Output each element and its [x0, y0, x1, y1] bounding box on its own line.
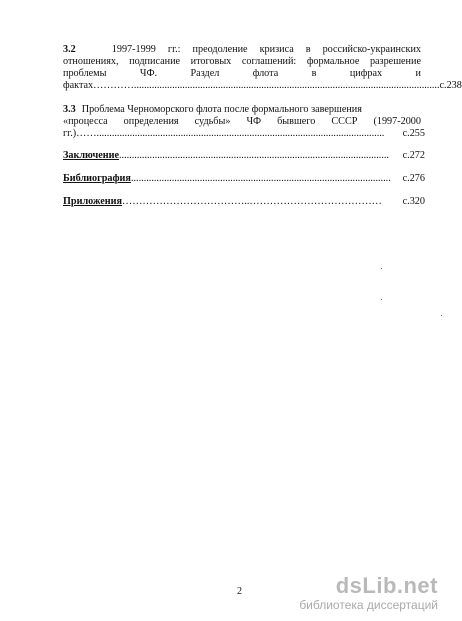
word: подписание — [129, 56, 181, 67]
toc-bibliography-label: Библиография — [63, 173, 131, 184]
toc-conclusion-page: с.272 — [402, 150, 425, 161]
toc-3-2-line-3 — [63, 68, 421, 80]
word: определения — [123, 116, 179, 127]
word: в — [305, 44, 311, 55]
toc-3-2-line-4 — [63, 80, 462, 92]
toc-3-2-line-1 — [63, 44, 421, 56]
toc-appendix-page: с.320 — [402, 196, 425, 207]
toc-appendix-leader-dots: ………………………………..………………………………… — [122, 196, 382, 207]
toc-3-3-line-2 — [63, 116, 421, 128]
word: ЧФ. — [139, 68, 158, 79]
toc-bibliography-page: с.276 — [402, 173, 425, 184]
toc-3-2-line-2 — [63, 56, 421, 68]
toc-3-2-number: 3.2 — [63, 44, 76, 55]
toc-conclusion — [63, 150, 425, 162]
toc-3-3-line-1 — [63, 104, 425, 116]
word: итоговых — [190, 56, 232, 67]
toc-bibliography-leader-dots: ...................................................................................................... — [130, 173, 391, 184]
word: разрешение — [369, 56, 421, 67]
word: Раздел — [190, 68, 220, 79]
word: СССР — [331, 116, 358, 127]
word: 1997-1999 — [111, 44, 156, 55]
word: соглашений: — [241, 56, 297, 67]
word: и — [415, 68, 421, 79]
scan-speck — [441, 315, 442, 316]
word: судьбы» — [194, 116, 231, 127]
word: преодоление — [192, 44, 248, 55]
toc-3-2-text-end: фактах………… — [63, 80, 134, 91]
toc-bibliography — [63, 173, 425, 185]
word: ЧФ — [246, 116, 262, 127]
toc-appendix — [63, 196, 425, 208]
word: бывшего — [277, 116, 316, 127]
word: проблемы — [63, 68, 107, 79]
watermark-subtitle: библиотека диссертаций — [299, 598, 438, 612]
watermark — [299, 574, 438, 612]
word: гг.: — [167, 44, 181, 55]
toc-conclusion-leader-dots: .......................................................................................................... — [118, 150, 389, 161]
toc-3-2-leader-dots: ........................................................................................................................ — [133, 80, 440, 91]
toc-appendix-label: Приложения — [63, 196, 123, 207]
word: флота — [252, 68, 279, 79]
toc-3-3-page: с.255 — [402, 128, 425, 139]
word: кризиса — [259, 44, 294, 55]
toc-3-2-page: с.238 — [439, 80, 462, 91]
word: формальное — [306, 56, 360, 67]
page-number: 2 — [237, 586, 242, 597]
word: отношениях, — [63, 56, 119, 67]
word: (1997-2000 — [373, 116, 421, 127]
scan-speck — [381, 299, 382, 300]
toc-3-3-title: Проблема Черноморского флота после формального завершения — [81, 104, 362, 115]
word: в — [311, 68, 317, 79]
word: цифрах — [349, 68, 383, 79]
scan-speck — [381, 268, 382, 269]
toc-3-3-text-end: гг.)…… — [63, 128, 97, 139]
toc-3-3-number: 3.3 — [63, 104, 76, 115]
toc-conclusion-label: Заключение — [63, 150, 119, 161]
word: «процесса — [63, 116, 108, 127]
toc-3-3-leader-dots: ................................................................................................................. — [96, 128, 385, 139]
word: российско-украинских — [322, 44, 421, 55]
toc-3-3-line-3 — [63, 128, 425, 140]
watermark-logo: dsLib.net — [335, 573, 438, 598]
